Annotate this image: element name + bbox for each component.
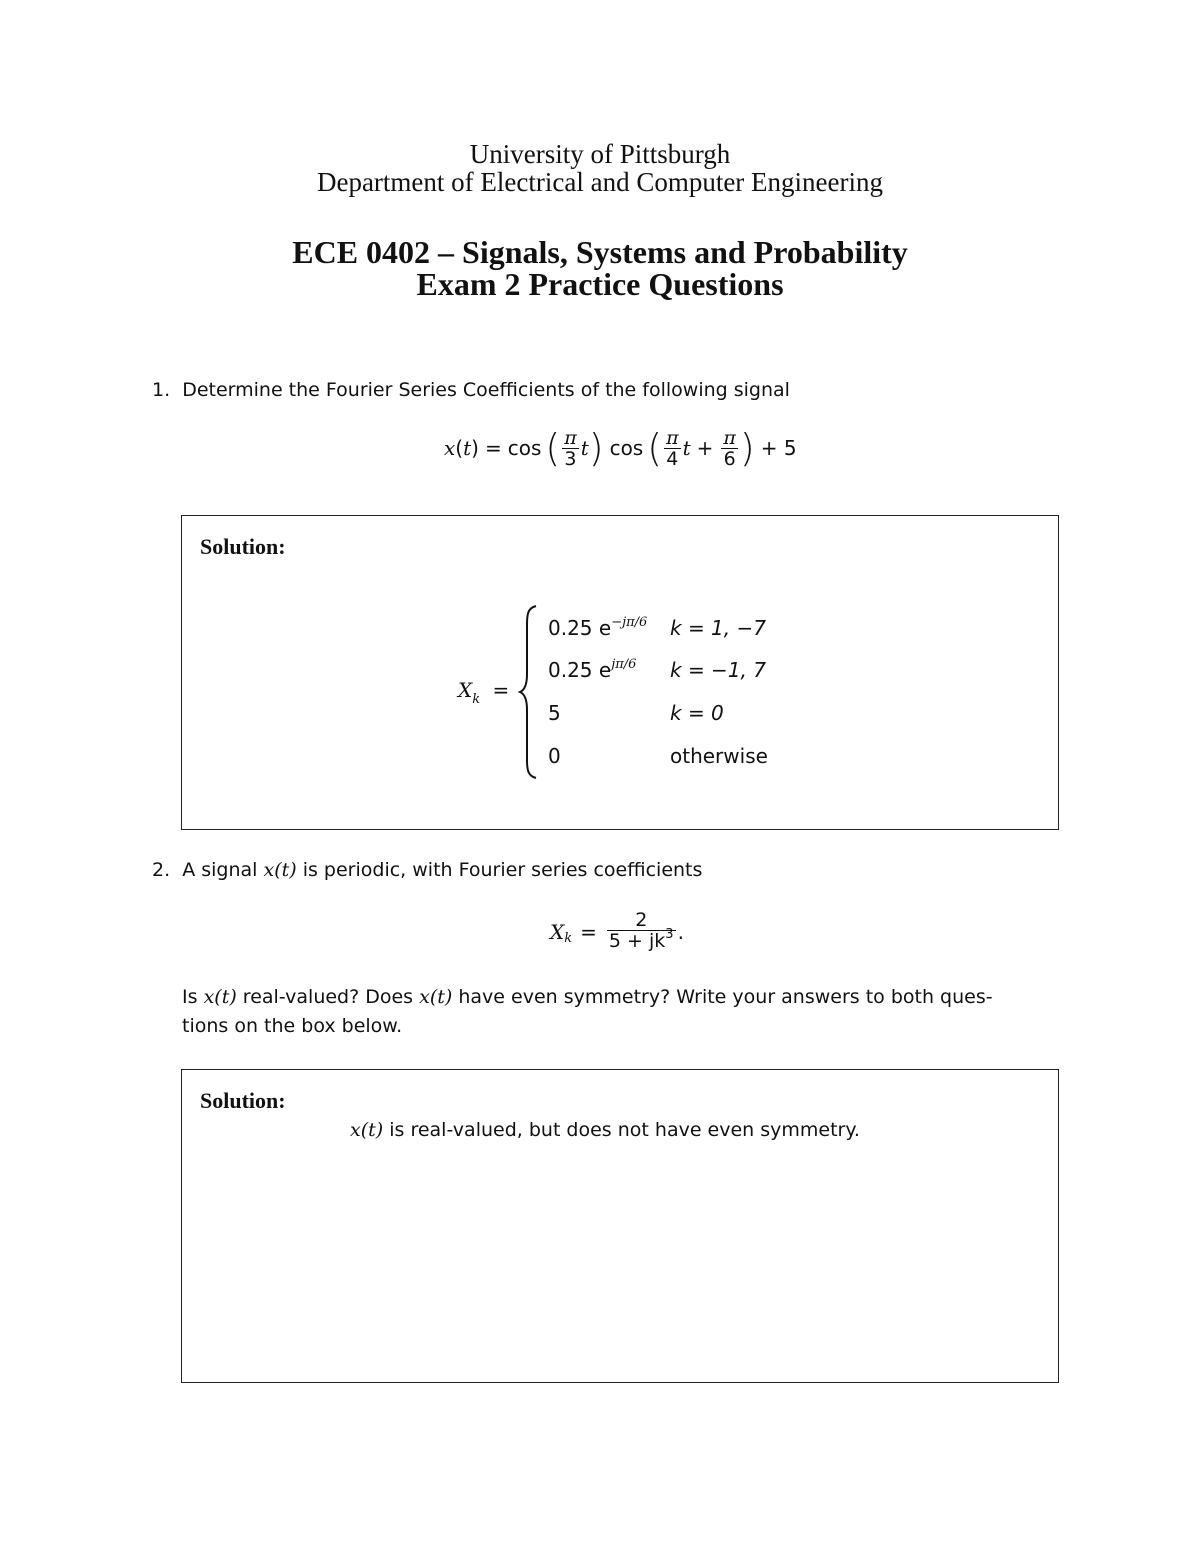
- case-condition: k = 1, −7: [670, 616, 766, 640]
- fraction: [664, 428, 681, 469]
- case-value: 5: [548, 701, 561, 725]
- case-value: 0: [548, 744, 561, 768]
- math-var: x(t): [350, 1119, 384, 1141]
- math-sub: k: [472, 692, 481, 707]
- math-exponent: jπ/6: [611, 657, 637, 672]
- math-op: =: [484, 436, 502, 460]
- case-condition: k = 0: [670, 701, 724, 725]
- frac-den: 4: [666, 447, 679, 470]
- math-sub: k: [564, 930, 573, 946]
- university-name: University of Pittsburgh: [469, 139, 731, 169]
- case-value: 0.25 $e^{j\pi/6}$: [548, 657, 637, 682]
- solution-label: Solution:: [200, 1088, 286, 1113]
- question-prompt: Determine the Fourier Series Coefficients of the following signal: [182, 379, 790, 401]
- math-var: x(t): [203, 986, 237, 1008]
- math-var: X: [550, 920, 565, 944]
- question-1: [152, 378, 790, 402]
- math-op: .: [677, 920, 684, 944]
- solution-box-1: [181, 515, 1059, 830]
- frac-num: 2: [635, 909, 648, 931]
- solution-answer: x(t) is real-valued, but does not have even symmetry.: [350, 1119, 860, 1141]
- q2-coefficient-equation: [550, 902, 684, 962]
- math-op: =: [492, 678, 510, 702]
- question-2-followup-line2: tions on the box below.: [182, 1015, 403, 1037]
- math-var: x(t): [419, 986, 453, 1008]
- fraction: [607, 910, 676, 954]
- exam-title: Exam 2 Practice Questions: [416, 266, 784, 302]
- piecewise-lhs: [458, 678, 510, 707]
- question-2-followup: Is x(t) real-valued? Does x(t) have even symmetry? Write your answers to both ques-: [182, 986, 993, 1008]
- solution-box-2: [181, 1069, 1059, 1383]
- course-title: ECE 0402 – Signals, Systems and Probability: [292, 234, 908, 270]
- question-prompt: A signal: [182, 859, 258, 881]
- math-var: t: [580, 436, 589, 460]
- math-const: + 5: [760, 436, 797, 460]
- frac-den: 6: [723, 447, 736, 470]
- question-prompt: is periodic, with Fourier series coefficients: [302, 859, 703, 881]
- case-condition: k = −1, 7: [670, 658, 766, 682]
- math-func: cos: [609, 436, 644, 460]
- math-var: x: [444, 436, 456, 460]
- math-var: X: [458, 678, 473, 702]
- math-var: x(t): [263, 859, 297, 881]
- case-condition: otherwise: [670, 744, 768, 768]
- frac-num: π: [564, 426, 577, 449]
- department-name: Department of Electrical and Computer Engineering: [316, 167, 884, 197]
- fraction: [721, 428, 738, 469]
- question-number: 1.: [152, 379, 171, 401]
- math-func: cos: [507, 436, 542, 460]
- frac-num: π: [666, 426, 679, 449]
- question-2: [152, 858, 702, 882]
- frac-num: π: [723, 426, 736, 449]
- left-brace-icon: [518, 604, 542, 780]
- math-var: t: [682, 436, 691, 460]
- math-var: t: [463, 436, 472, 460]
- frac-den: $5 + jk^3$: [608, 927, 674, 952]
- question-number: 2.: [152, 859, 171, 881]
- case-value: 0.25 $e^{-j\pi/6}$: [548, 615, 648, 640]
- fraction: [562, 428, 579, 469]
- math-exponent: 3: [665, 927, 674, 942]
- math-op: +: [696, 436, 714, 460]
- q1-signal-equation: x ( t ) = cos ( $\frac{\pi}{3}$ t ) cos ( $\frac{\pi}{4}$ t + $\frac{\pi}{6}$ ) + 5: [444, 426, 797, 470]
- frac-den: 3: [564, 447, 577, 470]
- math-op: =: [580, 920, 597, 944]
- solution-label: Solution:: [200, 534, 286, 559]
- math-exponent: −jπ/6: [611, 615, 648, 630]
